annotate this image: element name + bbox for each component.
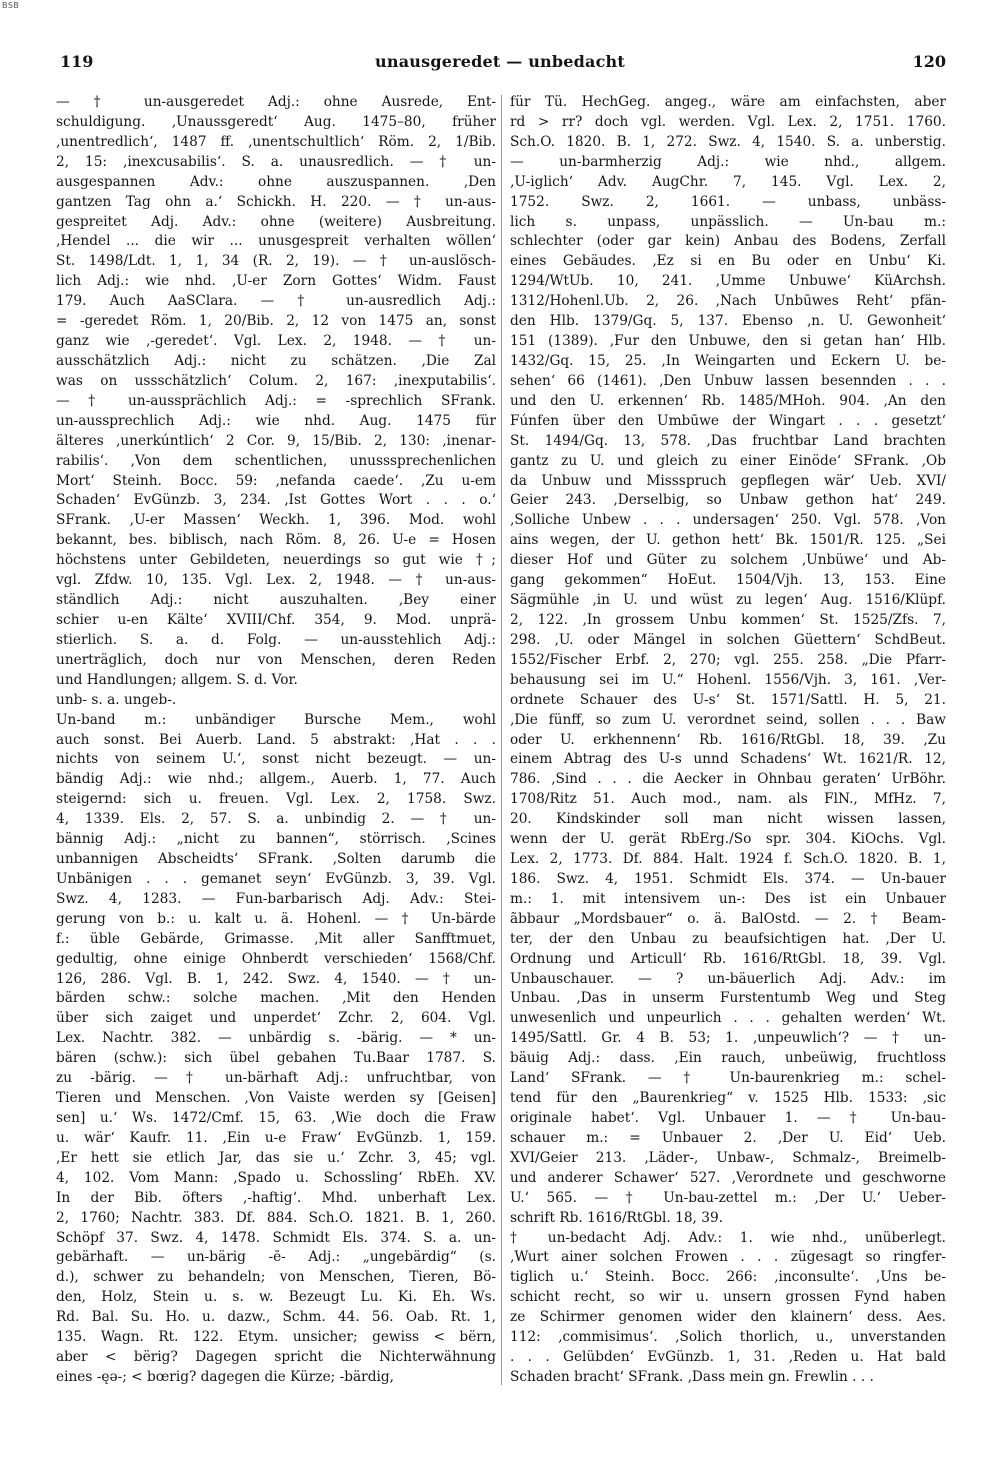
text-line: schier u-en Kälte‘ XVIII/Chf. 354, 9. Mod. unprä- [56,611,496,628]
text-line: bändig Adj.: wie nhd.; allgem., Auerb. 1, 77. Auch [56,771,496,788]
library-stamp: BSB [2,1,20,10]
text-line: höchstens unter Gebildeten, neuerdings so gut wie †; [56,552,496,569]
text-line: ausgespannen Adv.: ohne auszuspannen. ‚Den [56,173,496,190]
text-line: Land‘ SFrank. — † Un-baurenkrieg m.: schel- [510,1070,946,1087]
text-line: steigernd: sich u. freuen. Vgl. Lex. 2, 1758. Swz. [56,791,496,808]
text-line: rd > rr? doch vgl. werden. Vgl. Lex. 2, 1751. 1760. [510,113,946,130]
page-header [0,52,1000,78]
text-line: ständlich Adj.: nicht auszuhalten. ‚Bey einer [56,592,496,609]
text-line: ‚unentredlich‘, 1487 ff. ‚unentschultlich‘ Röm. 2, 1/Bib. [56,133,496,150]
text-line: 1495/Sattl. Gr. 4 B. 53; 1. ‚unpeuwlich‘? — † un- [510,1030,946,1047]
text-line: 2, 1760; Nachtr. 383. Df. 884. Sch.O. 1821. B. 1, 260. [56,1209,496,1226]
text-line: 1432/Gq. 15, 25. ‚In Weingarten und Eckern U. be- [510,352,946,369]
text-line: Ordnung und Articull‘ Rb. 1616/RtGbl. 18, 39. Vgl. [510,950,946,967]
text-line: — † un-ausgeredet Adj.: ohne Ausrede, Ent- [56,94,496,110]
text-line: — † un-aussprächlich Adj.: = -sprechlich SFrank. [56,392,496,409]
text-line: 151 (1389). ‚Fur den Unbuwe, den si getan han‘ Hlb. [510,333,946,350]
page-number-right: 120 [912,52,946,71]
text-line: den, Holz, Stein u. s. w. Bezeugt Lu. Ki. Eh. Ws. [56,1289,496,1306]
text-line: — un-barmherzig Adj.: wie nhd., allgem. [510,153,946,170]
text-line: m.: 1. mit intensivem un-: Des ist ein Unbauer [510,890,946,907]
text-line: ‚Wurt ainer solchen Frowen . . . zügesagt so ringfer- [510,1249,946,1266]
text-line: eines Gebäudes. ‚Ez si en Bu oder en Unbu‘ Ki. [510,253,946,270]
text-line: SFrank. ‚U-er Massen‘ Weckh. 1, 396. Mod. wohl [56,512,496,529]
text-line: = -geredet Röm. 1, 20/Bib. 2, 12 von 1475 an, sonst [56,313,496,330]
text-line: stierlich. S. a. d. Folg. — un-ausstehlich Adj.: [56,631,496,648]
text-line: gebärhaft. — un-bärig -ē- Adj.: „ungebärdig“ (s. [56,1249,496,1266]
text-line: ains wegen, der U. gethon hett‘ Bk. 1501/R. 125. „Sei [510,532,946,549]
text-line: was on ussschätzlich‘ Colum. 2, 167: ‚inexputabilis‘. [56,372,496,389]
text-line: 135. Wagn. Rt. 122. Etym. unsicher; gewiss < bërn, [56,1329,496,1346]
text-line: oder U. erkhennenn‘ Rb. 1616/RtGbl. 18, 39. ‚Zu [510,731,946,748]
text-line: † un-bedacht Adj. Adv.: 1. wie nhd., unüberlegt. [510,1229,946,1246]
text-line: Lex. Nachtr. 382. — unbärdig s. -bärig. — * un- [56,1030,496,1047]
text-line: gerung von b.: u. kalt u. ä. Hohenl. — † Un-bärde [56,910,496,927]
text-line: tiglich u.‘ Steinh. Bocc. 266: ‚inconsulte‘. ‚Uns be- [510,1269,946,1286]
text-line: bännig Adj.: „nicht zu bannen“, störrisch. ‚Scines [56,831,496,848]
text-line: behausung sei im U.“ Hohenl. 1556/Vjh. 3, 161. ‚Ver- [510,671,946,688]
text-line: 186. Swz. 4, 1951. Schmidt Els. 374. — Un-bauer [510,870,946,887]
text-line: Un-band m.: unbändiger Bursche Mem., wohl [56,711,496,728]
text-line: un-aussprechlich Adj.: wie nhd. Aug. 1475 für [56,412,496,429]
text-line: 126, 286. Vgl. B. 1, 242. Swz. 4, 1540. — † un- [56,970,496,987]
text-line: 786. ‚Sind . . . die Aecker in Ohnbau geraten‘ UrBöhr. [510,771,946,788]
text-line: bäuig Adj.: dass. ‚Ein rauch, unbeüwig, fruchtloss [510,1050,946,1067]
text-line: Unbau. ‚Das in unserm Furstentumb Weg und Steg [510,990,946,1007]
text-line: zu -bärig. — † un-bärhaft Adj.: unfruchtbar, von [56,1070,496,1087]
text-line: 179. Auch AaSClara. — † un-ausredlich Adj.: [56,293,496,310]
text-line: sehen‘ 66 (1461). ‚Den Unbuw lassen besennden . . . [510,372,946,389]
text-line: schicht recht, so wir u. unsern grossen Fynd haben [510,1289,946,1306]
text-line: ze Schirmer genomen wider den klainern‘ dess. Aes. [510,1309,946,1326]
left-column [56,93,496,1403]
text-line: ‚Er hett sie etlich Jar, das sie u.‘ Zchr. 3, 45; vgl. [56,1149,496,1166]
text-line: schlechter (oder gar kein) Anbau des Bodens, Zerfall [510,233,946,250]
text-line: Swz. 4, 1283. — Fun-barbarisch Adj. Adv.: Stei- [56,890,496,907]
text-line: gang gekommen“ HoEut. 1504/Vjh. 13, 153. Eine [510,572,946,589]
text-line: und Handlungen; allgem. S. d. Vor. [56,671,298,688]
text-line: gantz zu U. und gleich zu einer Einöde‘ SFrank. ‚Ob [510,452,946,469]
text-line: über sich zaiget und unperdet‘ Zchr. 2, 604. Vgl. [56,1010,496,1027]
text-line: St. 1494/Gq. 13, 578. ‚Das fruchtbar Land brachten [510,432,946,449]
text-line: einem Abtrag des U-s unnd Schadens‘ Wt. 1621/R. 12, [510,751,946,768]
text-line: 20. Kindskinder soll man nicht wissen lassen, [510,811,946,828]
text-line: sen] u.‘ Ws. 1472/Cmf. 15, 63. ‚Wie doch die Fraw [56,1110,496,1127]
text-line: Unbauschauer. — ? un-bäuerlich Adj. Adv.: im [510,970,946,987]
text-line: d.), schwer zu behandeln; von Menschen, Tieren, Bö- [56,1269,496,1286]
text-line: unerträglich, doch nur von Menschen, deren Reden [56,651,496,668]
text-line: älteres ‚unerkúntlich‘ 2 Cor. 9, 15/Bib. 2, 130: ‚inenar- [56,432,496,449]
text-line: 1294/WtUb. 10, 241. ‚Umme Unbuwe‘ KüArchsh. [510,273,946,290]
text-line: gedultig, ohne einige Ohnberdt verschieden‘ 1568/Chf. [56,950,496,967]
text-line: bärden schw.: solche machen. ‚Mit den Henden [56,990,496,1007]
text-line: 1312/Hohenl.Ub. 2, 26. ‚Nach Unbūwes Reht‘ pfän- [510,293,946,310]
text-line: ter, der den Unbau zu beaufsichtigen hat. ‚Der U. [510,930,946,947]
text-line: Mort‘ Steinh. Bocc. 59: ‚nefanda caede‘. ‚Zu u-em [56,472,496,489]
text-line: f.: üble Gebärde, Grimasse. ‚Mit aller Sanfftmuet, [56,930,496,947]
text-line: Sägmühle ‚in U. und wüst zu legen‘ Aug. 1516/Klüpf. [510,592,946,609]
text-line: gespreitet Adj. Adv.: ohne (weitere) Ausbreitung. [56,213,496,230]
text-line: ‚U-iglich‘ Adv. AugChr. 7, 145. Vgl. Lex. 2, [510,173,946,190]
text-line: 1708/Ritz 51. Auch mod., nam. als FlN., MfHz. 7, [510,791,946,808]
text-line: ordnete Schauer des U-s‘ St. 1571/Sattl. H. 5, 21. [510,691,946,708]
text-line: lich Adj.: wie nhd. ‚U-er Zorn Gottes‘ Widm. Faust [56,273,496,290]
text-line: Schaden‘ EvGünzb. 3, 234. ‚Ist Gottes Wort . . . o.‘ [56,492,496,509]
text-line: Tieren und Menschen. ‚Von Vaiste werden sy [Geisen] [56,1090,496,1107]
text-line: schrift Rb. 1616/RtGbl. 18, 39. [510,1209,724,1226]
text-line: Schöpf 37. Swz. 4, 1478. Schmidt Els. 374. S. a. un- [56,1229,496,1246]
text-line: ‚Solliche Unbew . . . undersagen‘ 250. Vgl. 578. ‚Von [510,512,946,529]
text-line: tend für den „Baurenkrieg“ v. 1525 Hlb. 1533: ‚sic [510,1090,946,1107]
text-line: den Hlb. 1379/Gq. 5, 137. Ebenso ‚n. U. Gewonheit‘ [510,313,946,330]
text-line: schuldigung. ‚Unaussgeredt‘ Aug. 1475–80, früher [56,113,496,130]
text-line: U.‘ 565. — † Un-bau-zettel m.: ‚Der U.‘ Ueber- [510,1189,946,1206]
text-line: nichts von seinem U.‘, sonst nicht bezeugt. — un- [56,751,496,768]
text-line: In der Bib. öfters ‚-haftig‘. Mhd. unberhaft Lex. [56,1189,496,1206]
text-line: dieser Hof und Güter zu solchem ‚Unbüwe‘ und Ab- [510,552,946,569]
text-line: Schaden bracht‘ SFrank. ‚Dass mein gn. Frewlin . . . [510,1369,874,1385]
text-line: schauer m.: = Unbauer 2. ‚Der U. Eid‘ Ueb. [510,1129,946,1146]
text-line: ‚Die fünff, so zum U. verordnet seind, sollen . . . Baw [510,711,946,728]
text-line: 2, 122. ‚In grossem Unbu kommen‘ St. 1525/Zfs. 7, [510,611,946,628]
text-line: bekannt, bes. biblisch, nach Röm. 8, 26. U-e = Hosen [56,532,496,549]
text-line: 1752. Swz. 2, 1661. — unbass, unbäss- [510,193,946,210]
text-line: XVI/Geier 213. ‚Läder-, Unbaw-, Schmalz-, Breimelb- [510,1149,946,1166]
text-line: gantzen Tag ohn a.‘ Schickh. H. 220. — † un-aus- [56,193,496,210]
text-line: ausschätzlich Adj.: nicht zu schätzen. ‚Die Zal [56,352,496,369]
text-line: Geier 243. ‚Derselbig, so Unbaw gethon hat‘ 249. [510,492,946,509]
page-number-left: 119 [60,52,94,71]
text-line: ãbbaur „Mordsbauer“ o. ä. BalOstd. — 2. † Beam- [510,910,946,927]
text-line: 4, 1339. Els. 2, 57. S. a. unbindig 2. — † un- [56,811,496,828]
text-line: für Tü. HechGeg. angeg., wäre am einfachsten, aber [510,94,946,110]
text-line: 298. ‚U. oder Mängel in solchen Güettern‘ SchdBeut. [510,631,946,648]
text-line: bären (schw.): sich übel gebahen Tu.Baar 1787. S. [56,1050,496,1067]
text-line: ganz wie ‚-geredet‘. Vgl. Lex. 2, 1948. — † un- [56,333,496,350]
text-line: Rd. Bal. Su. Ho. u. dazw., Schm. 44. 56. Oab. Rt. 1, [56,1309,496,1326]
text-line: unwesenlich und unpeurlich . . . gehalten werden‘ Wt. [510,1010,946,1027]
text-line: Fúnfen über den Umbūwe der Wingart . . . gesetzt‘ [510,412,946,429]
text-line: 112: ‚commisimus‘. ‚Solich thorlich, u., unverstanden [510,1329,946,1346]
text-line: u. wär‘ Kaufr. 11. ‚Ein u-e Fraw‘ EvGünzb. 1, 159. [56,1129,496,1146]
text-line: Lex. 2, 1773. Df. 884. Halt. 1924 f. Sch.O. 1820. B. 1, [510,851,946,868]
text-line: St. 1498/Ldt. 1, 1, 34 (R. 2, 19). — † un-auslösch- [56,253,496,270]
text-line: . . . Gelübden‘ EvGünzb. 1, 31. ‚Reden u. Hat bald [510,1349,946,1366]
right-column [510,93,946,1403]
column-divider [501,95,502,1385]
text-line: 1552/Fischer Erbf. 2, 270; vgl. 255. 258. „Die Pfarr- [510,651,946,668]
text-line: vgl. Zfdw. 10, 135. Vgl. Lex. 2, 1948. — † un-aus- [56,572,496,589]
text-line: 4, 102. Vom Mann: ‚Spado u. Schossling‘ RbEh. XV. [56,1169,496,1186]
text-line: und den U. erkennen‘ Rb. 1485/MHoh. 904. ‚An den [510,392,946,409]
text-line: lich s. unpass, unpässlich. — Un-bau m.: [510,213,946,230]
text-line: auch sonst. Bei Auerb. Land. 5 abstrakt: ‚Hat . . . [56,731,496,748]
running-title: unausgeredet — unbedacht [375,52,625,71]
text-line: und anderer Schawer‘ 527. ‚Verordnete und geschworne [510,1169,946,1186]
text-line: unbannigen Abscheidts‘ SFrank. ‚Solten darumb die [56,851,496,868]
text-line: Sch.O. 1820. B. 1, 272. Swz. 4, 1540. S. a. unberstig. [510,133,946,150]
text-line: da Unbuw und Missspruch gepflegen wär‘ Ueb. XVI/ [510,472,946,489]
text-line: Unbänigen . . . gemanet seyn‘ EvGünzb. 3, 39. Vgl. [56,870,496,887]
text-line: eines -ęə-; < bœrig? dagegen die Kürze; -bärdig, [56,1369,394,1385]
text-line: originale habet‘. Vgl. Unbauer 1. — † Un-bau- [510,1110,946,1127]
text-line: unb- s. a. ungeb-. [56,691,177,708]
text-line: aber < bërig? Dagegen spricht die Nichterwähnung [56,1349,496,1366]
text-line: ‚Hendel ... die wir ... unusgespreit verhalten wöllen‘ [56,233,496,250]
text-line: wenn der U. gerät RbErg./So spr. 304. KiOchs. Vgl. [510,831,946,848]
text-line: rabilis‘. ‚Von dem schentlichen, unusssprechenlichen [56,452,496,469]
text-line: 2, 15: ‚inexcusabilis‘. S. a. unausredlich. — † un- [56,153,496,170]
